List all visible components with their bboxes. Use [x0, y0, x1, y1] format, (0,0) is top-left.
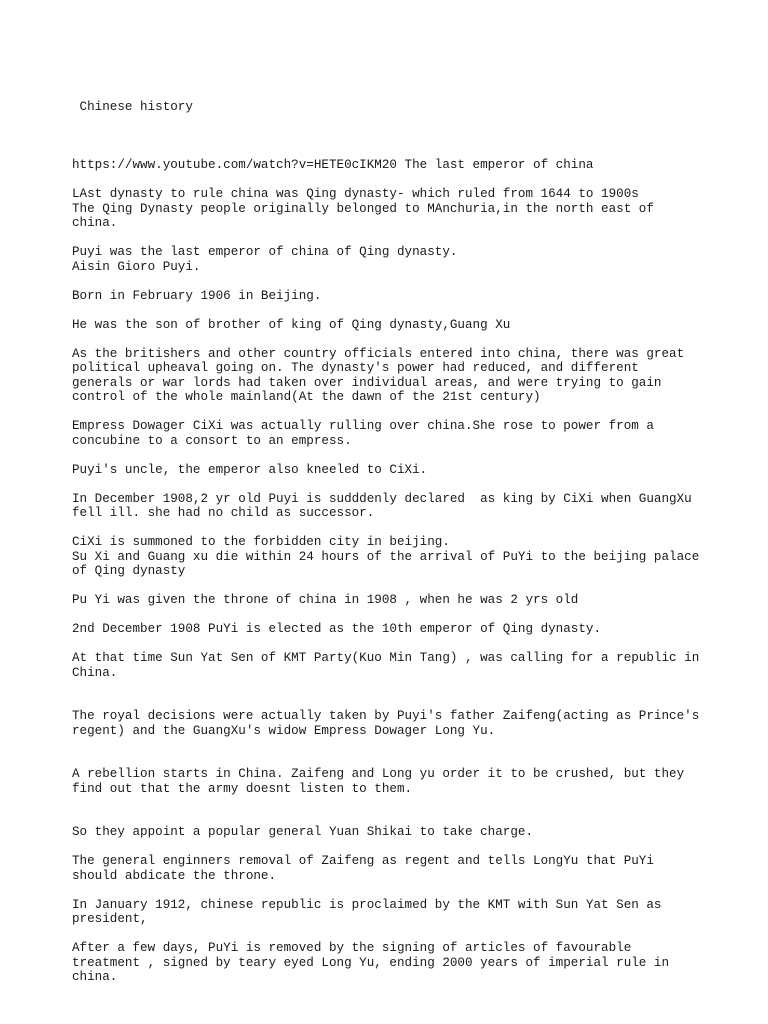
- text-line: Born in February 1906 in Beijing.: [72, 288, 322, 303]
- text-line: A rebellion starts in China. Zaifeng and Long yu order it to be crushed, but they: [72, 767, 685, 781]
- paragraph: [72, 898, 712, 927]
- document-title: [72, 71, 712, 144]
- text-line: As the britishers and other country officials entered into china, there was great: [72, 346, 685, 361]
- paragraph: [72, 535, 712, 579]
- text-line: https://www.youtube.com/watch?v=HETE0cIKM20 The last emperor of china: [72, 158, 594, 172]
- text-line: 2nd December 1908 PuYi is elected as the 10th emperor of Qing dynasty.: [72, 622, 602, 636]
- text-line: At that time Sun Yat Sen of KMT Party(Kuo Min Tang) , was calling for a republic in: [72, 651, 700, 665]
- text-line: Aisin Gioro Puyi.: [72, 259, 201, 274]
- paragraph: [72, 622, 712, 637]
- paragraph: [72, 593, 712, 608]
- paragraph: [72, 245, 712, 274]
- title-line: Chinese history: [72, 100, 193, 114]
- text-line: The general enginners removal of Zaifeng as regent and tells LongYu that PuYi: [72, 854, 654, 868]
- paragraph: [72, 854, 712, 883]
- paragraph: [72, 187, 712, 231]
- text-line: So they appoint a popular general Yuan Shikai to take charge.: [72, 825, 534, 839]
- paragraph: [72, 463, 712, 478]
- text-line: president,: [72, 912, 148, 926]
- document-page: [72, 71, 712, 999]
- text-line: concubine to a consort to an empress.: [72, 433, 352, 448]
- blank-line: [72, 811, 712, 826]
- text-line: regent) and the GuangXu's widow Empress Dowager Long Yu.: [72, 723, 496, 738]
- text-line: China.: [72, 665, 118, 680]
- text-line: In January 1912, chinese republic is proclaimed by the KMT with Sun Yat Sen as: [72, 897, 662, 912]
- paragraph: [72, 318, 712, 333]
- paragraph: [72, 419, 712, 448]
- paragraph: [72, 941, 712, 985]
- paragraph: [72, 767, 712, 796]
- text-line: LAst dynasty to rule china was Qing dynasty- which ruled from 1644 to 1900s: [72, 187, 639, 201]
- text-line: political upheaval going on. The dynasty's power had reduced, and different: [72, 361, 639, 375]
- text-line: After a few days, PuYi is removed by the signing of articles of favourable: [72, 941, 632, 955]
- text-line: The royal decisions were actually taken by Puyi's father Zaifeng(acting as Prince's: [72, 709, 700, 723]
- paragraph: [72, 825, 712, 840]
- text-line: china.: [72, 216, 118, 230]
- text-line: china.: [72, 970, 118, 984]
- text-line: find out that the army doesnt listen to them.: [72, 781, 413, 796]
- text-line: Pu Yi was given the throne of china in 1908 , when he was 2 yrs old: [72, 593, 579, 607]
- text-line: treatment , signed by teary eyed Long Yu, ending 2000 years of imperial rule in: [72, 955, 670, 970]
- paragraph: [72, 289, 712, 304]
- paragraph: [72, 492, 712, 521]
- text-line: should abdicate the throne.: [72, 868, 277, 883]
- paragraph: [72, 651, 712, 680]
- text-line: He was the son of brother of king of Qing dynasty,Guang Xu: [72, 317, 511, 332]
- text-line: Su Xi and Guang xu die within 24 hours of the arrival of PuYi to the beijing palace: [72, 549, 700, 564]
- blank-line: [72, 753, 712, 768]
- text-line: generals or war lords had taken over individual areas, and were trying to gain: [72, 375, 662, 390]
- text-line: CiXi is summoned to the forbidden city in beijing.: [72, 535, 450, 549]
- paragraph: [72, 158, 712, 173]
- text-line: of Qing dynasty: [72, 564, 186, 578]
- blank-line: [72, 695, 712, 710]
- text-line: In December 1908,2 yr old Puyi is sudddenly declared as king by CiXi when GuangXu: [72, 491, 692, 506]
- document-body: [72, 158, 712, 985]
- text-line: Puyi was the last emperor of china of Qing dynasty.: [72, 245, 458, 259]
- text-line: control of the whole mainland(At the dawn of the 21st century): [72, 390, 541, 404]
- text-line: Puyi's uncle, the emperor also kneeled to CiXi.: [72, 462, 428, 477]
- text-line: fell ill. she had no child as successor.: [72, 506, 375, 520]
- paragraph: [72, 709, 712, 738]
- text-line: The Qing Dynasty people originally belonged to MAnchuria,in the north east of: [72, 201, 654, 216]
- paragraph: [72, 347, 712, 405]
- text-line: Empress Dowager CiXi was actually rulling over china.She rose to power from a: [72, 419, 654, 433]
